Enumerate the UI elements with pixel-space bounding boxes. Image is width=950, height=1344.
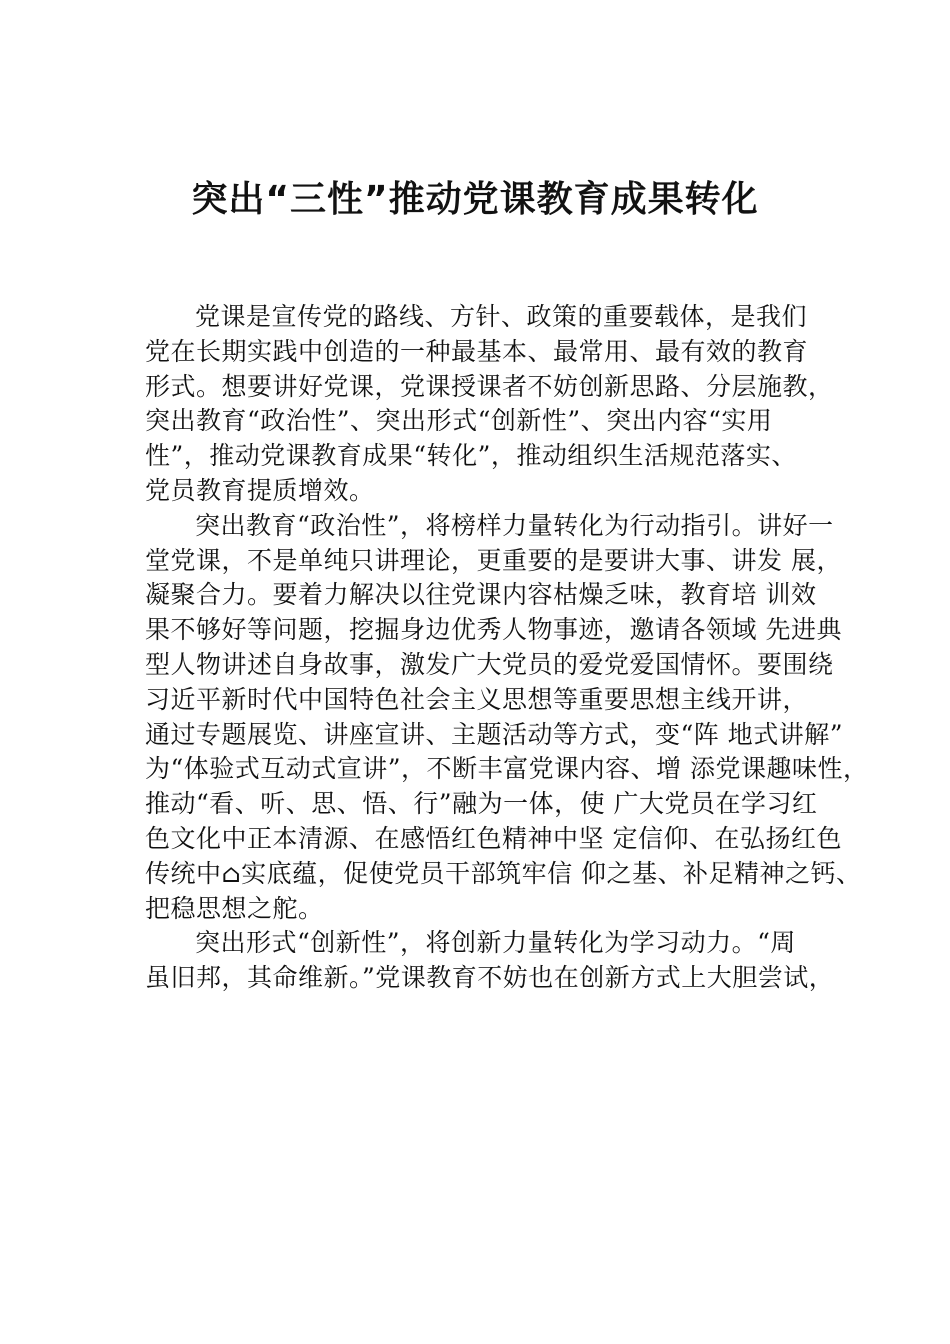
document-title: 突出“三性”推动党课教育成果转化 [191, 179, 759, 220]
paragraph-line: 推动“看、听、思、悟、行”融为一体，使 广大党员在学习红 [145, 789, 818, 819]
paragraph-line: 突出教育“政治性”，将榜样力量转化为行动指引。讲好一 [195, 510, 834, 540]
paragraph-line: 型人物讲述自身故事，激发广大党员的爱党爱国情怀。要围绕 [145, 649, 834, 679]
paragraph-line: 形式。想要讲好党课，党课授课者不妨创新思路、分层施教， [145, 371, 834, 401]
paragraph-line: 党员教育提质增效。 [145, 475, 375, 505]
paragraph-line: 突出形式“创新性”，将创新力量转化为学习动力。“周 [195, 928, 796, 958]
paragraph-line: 通过专题展览、讲座宣讲、主题活动等方式，变“阵 地式讲解” [145, 719, 844, 749]
paragraph-line: 凝聚合力。要着力解决以往党课内容枯燥乏味，教育培 训效 [145, 580, 817, 610]
document-body [145, 300, 869, 996]
paragraph-line: 习近平新时代中国特色社会主义思想等重要思想主线开讲， [145, 684, 809, 714]
paragraph-line: 虽旧邦，其命维新。”党课教育不妨也在创新方式上大胆尝试， [145, 963, 835, 993]
paragraph-line: 突出教育“政治性”、突出形式“创新性”、突出内容“实用 [145, 406, 773, 436]
paragraph-line: 党在长期实践中创造的一种最基本、最常用、最有效的教育 [145, 336, 809, 366]
paragraph-line: 党课是宣传党的路线、方针、政策的重要载体，是我们 [195, 302, 808, 331]
paragraph-line: 把稳思想之舵。 [145, 893, 324, 923]
paragraph-line: 为“体验式互动式宣讲”，不断丰富党课内容、增 添党课趣味性， [145, 754, 869, 784]
paragraph-line: 堂党课，不是单纯只讲理论，更重要的是要讲大事、讲发 展， [145, 545, 842, 575]
paragraph-line: 色文化中正本清源、在感悟红色精神中坚 定信仰、在弘扬红色 [145, 823, 842, 853]
paragraph-line: 传统中⌂实底蕴，促使党员干部筑牢信 仰之基、补足精神之钙、 [145, 858, 862, 888]
paragraph-line: 性”，推动党课教育成果“转化”，推动组织生活规范落实、 [145, 441, 797, 471]
paragraph-line: 果不够好等问题，挖掘身边优秀人物事迹，邀请各领域 先进典 [145, 615, 842, 645]
